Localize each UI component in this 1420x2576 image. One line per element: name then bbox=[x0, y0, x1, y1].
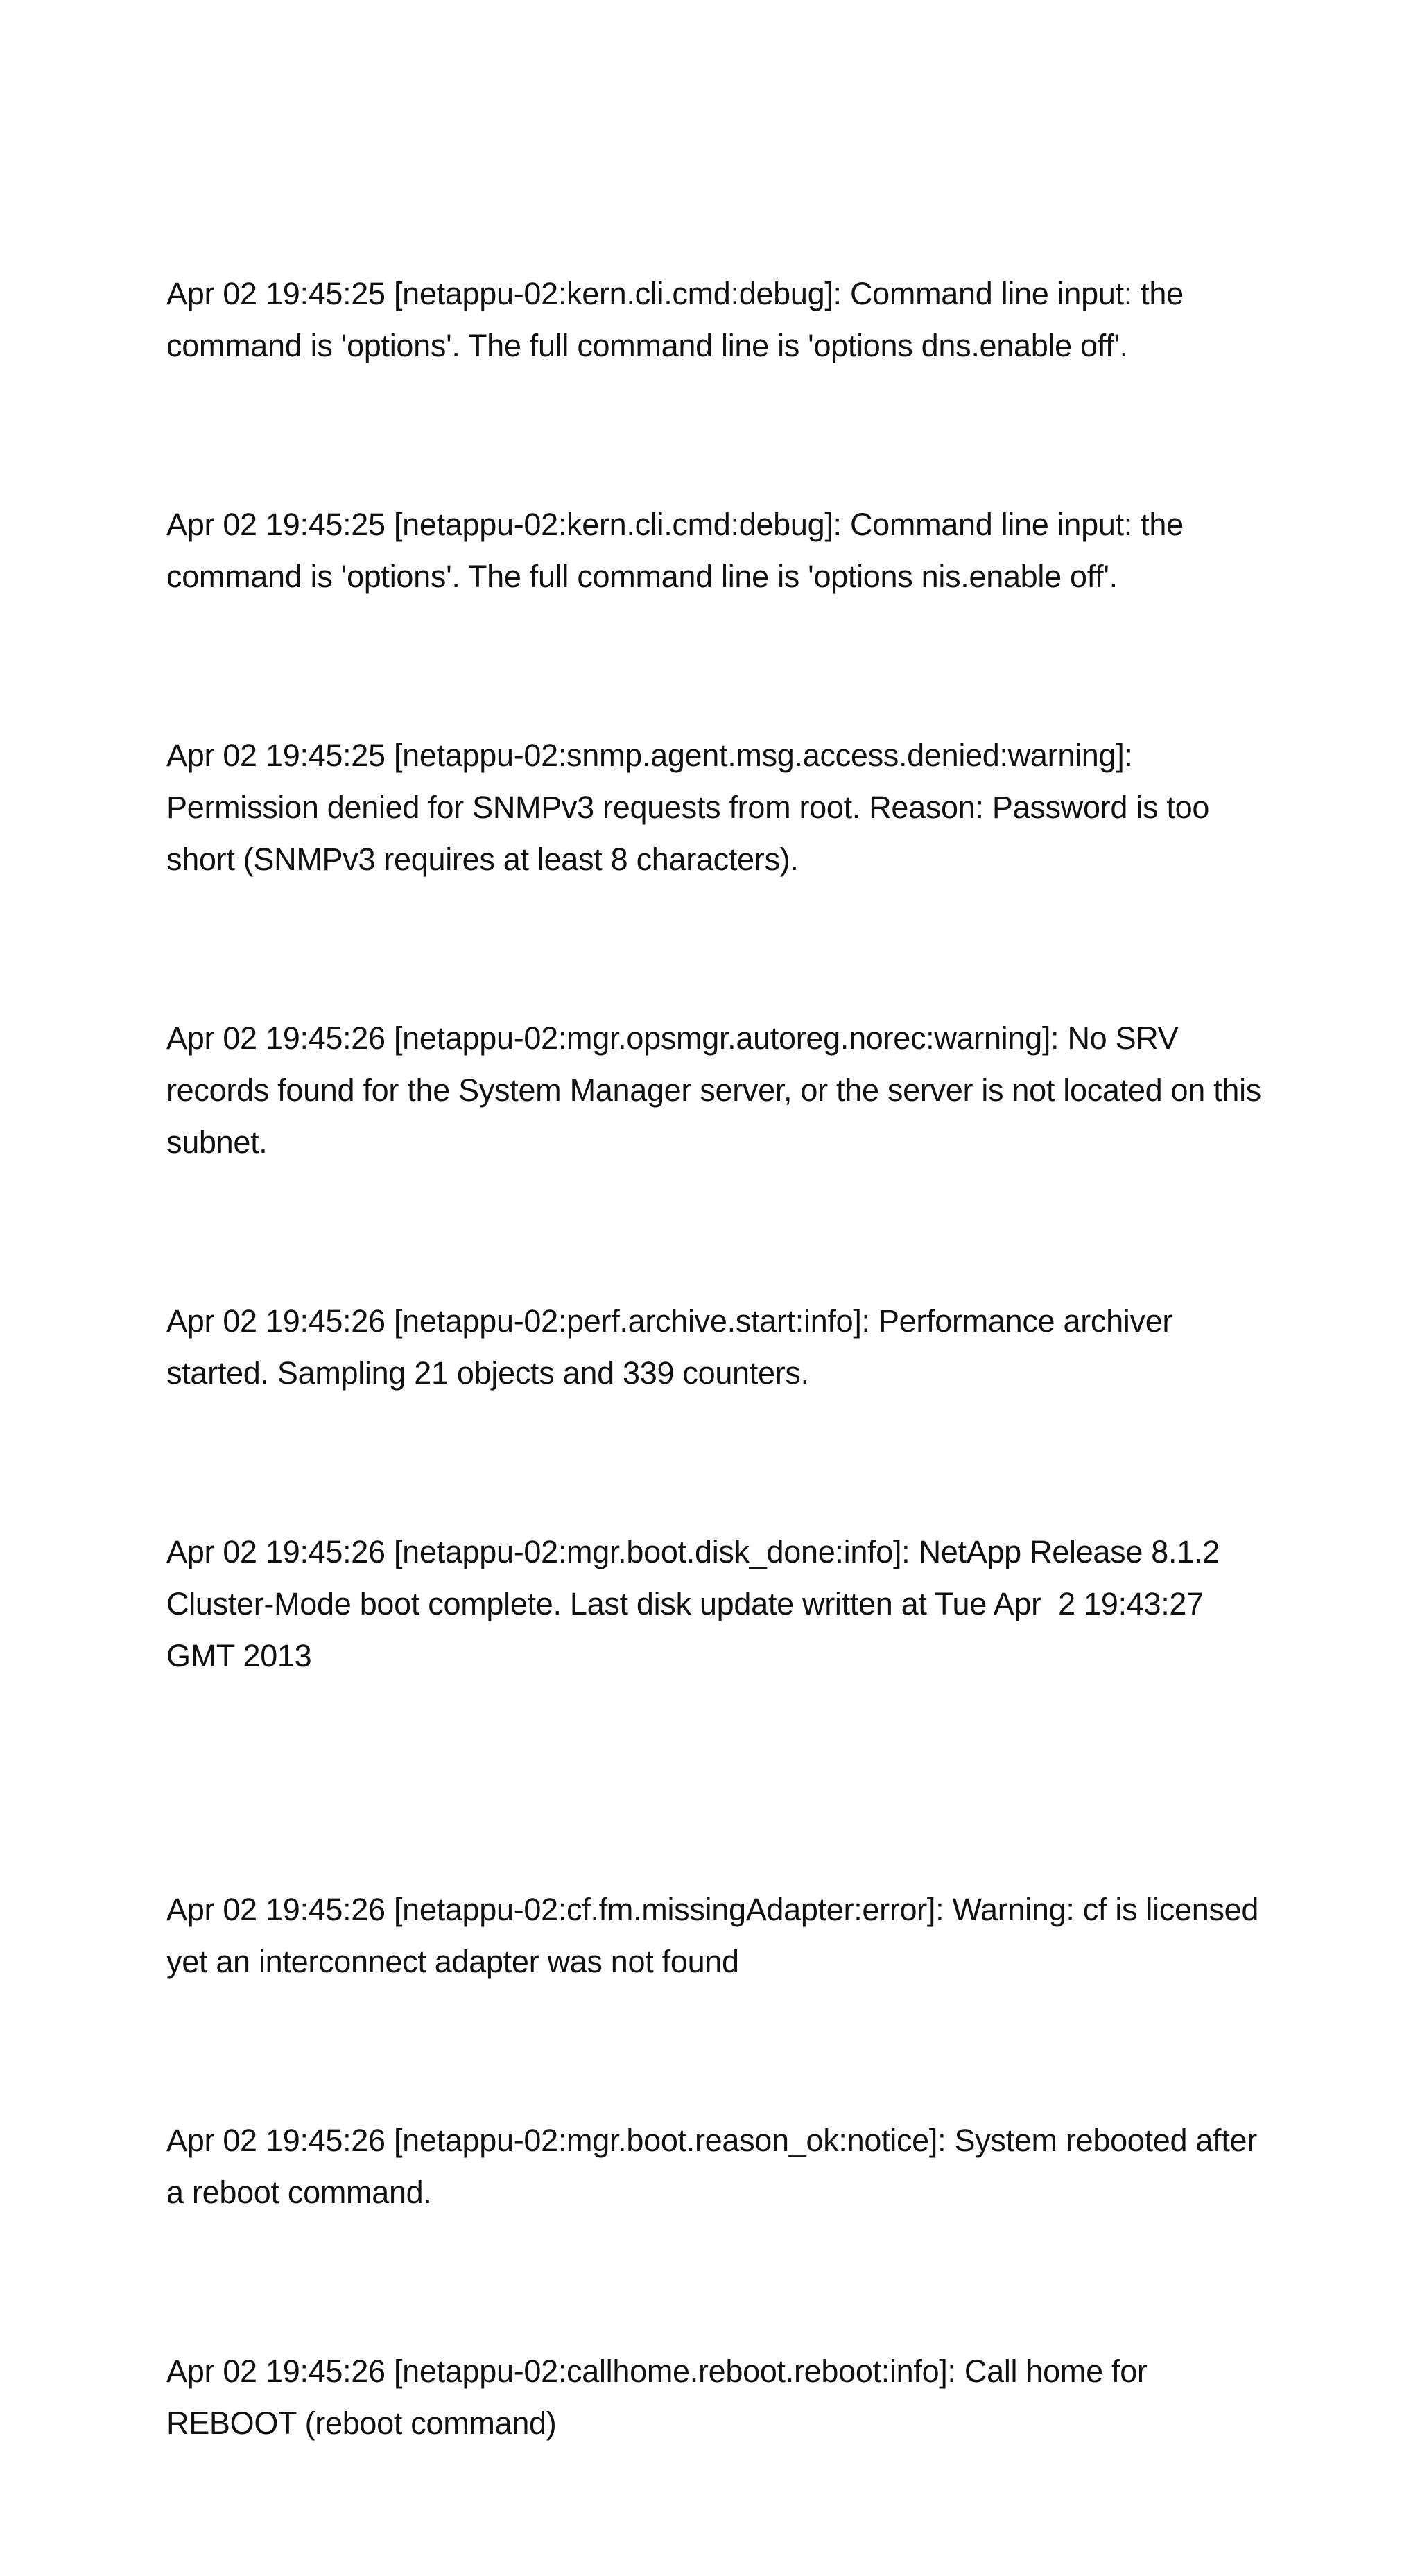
log-entry: Apr 02 19:45:25 [netappu-02:snmp.agent.msg.access.denied:warning]: Permission denied for SNMPv3 requests from root. Reason: Password is too short (SNMPv3 requires at least 8 characters). bbox=[166, 738, 1218, 877]
log-entry: Apr 02 19:45:26 [netappu-02:mgr.boot.reason_ok:notice]: System rebooted after a reboot command. bbox=[166, 2123, 1266, 2210]
log-entry: Apr 02 19:45:26 [netappu-02:mgr.opsmgr.autoreg.norec:warning]: No SRV records found for the System Manager server, or the server is not located on this subnet. bbox=[166, 1020, 1270, 1160]
log-entry: Apr 02 19:45:26 [netappu-02:perf.archive.start:info]: Performance archiver started. Sampling 21 objects and 339 counters. bbox=[166, 1303, 1181, 1391]
log-entry: Apr 02 19:45:26 [netappu-02:callhome.reboot.reboot:info]: Call home for REBOOT (reboot command) bbox=[166, 2353, 1156, 2441]
log-entry: Apr 02 19:45:25 [netappu-02:kern.cli.cmd:debug]: Command line input: the command is 'options'. The full command line is 'options dns.enable off'. bbox=[166, 276, 1193, 363]
log-entry: Apr 02 19:45:26 [netappu-02:cf.fm.missingAdapter:error]: Warning: cf is licensed yet an interconnect adapter was not found bbox=[166, 1892, 1267, 1979]
log-entry: Apr 02 19:45:25 [netappu-02:kern.cli.cmd:debug]: Command line input: the command is 'options'. The full command line is 'options nis.enable off'. bbox=[166, 507, 1193, 594]
log-text-body bbox=[166, 164, 1270, 2576]
log-entry: Apr 02 19:45:26 [netappu-02:mgr.boot.disk_done:info]: NetApp Release 8.1.2 Cluster-Mode boot complete. Last disk update written at Tue Apr 2 19:43:27 GMT 2013 bbox=[166, 1534, 1229, 1673]
